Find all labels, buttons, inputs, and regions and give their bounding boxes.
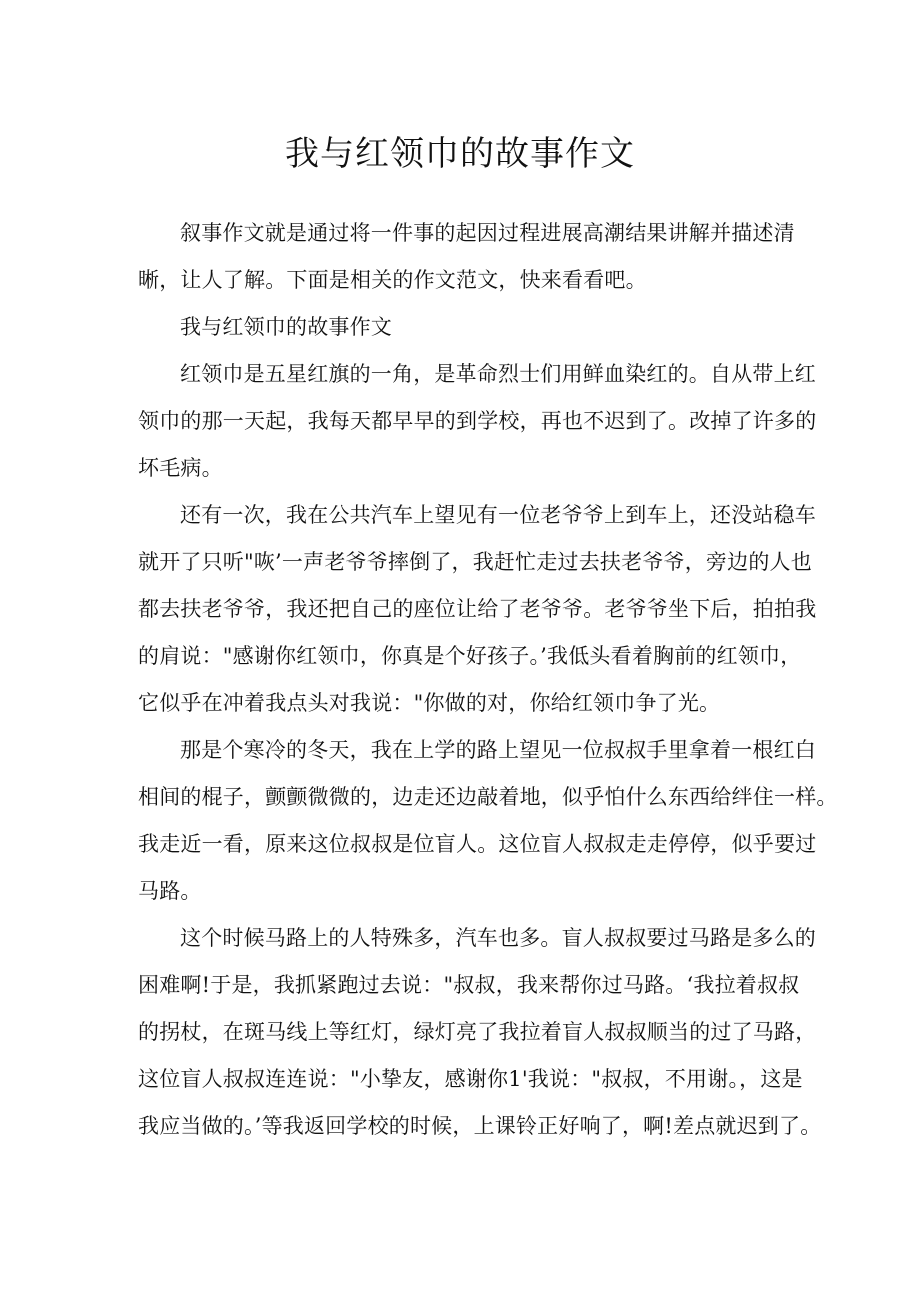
text-line: 晰，让人了解。下面是相关的作文范文，快来看看吧。 (138, 268, 647, 292)
text-line: 我应当做的。’等我返回学校的时候，上课铃正好响了，啊!差点就迟到了。 (138, 1114, 822, 1138)
page-title: 我与红领巾的故事作文 (285, 134, 635, 174)
text-line: 困难啊!于是，我抓紧跑过去说："叔叔，我来帮你过马路。‘我拉着叔叔 (138, 973, 800, 997)
text-line: 的肩说："感谢你红领巾，你真是个好孩子。’我低头看着胸前的红领巾， (138, 644, 802, 668)
section-heading: 我与红领巾的故事作文 (180, 315, 392, 339)
document-body (138, 210, 838, 1150)
text-line: 红领巾是五星红旗的一角，是革命烈士们用鲜血染红的。自从带上红 (180, 362, 816, 386)
text-line: 我走近一看，原来这位叔叔是位盲人。这位盲人叔叔走走停停，似乎要过 (138, 832, 817, 856)
text-line: 叙事作文就是通过将一件事的起因过程进展高潮结果讲解并描述清 (180, 221, 795, 245)
text-line: 的拐杖，在斑马线上等红灯，绿灯亮了我拉着盲人叔叔顺当的过了马路， (138, 1020, 817, 1044)
text-line: 相间的棍子，颤颤微微的，边走还边敲着地，似乎怕什么东西给绊住一样。 (138, 785, 838, 809)
text-line: 领巾的那一天起，我每天都早早的到学校，再也不迟到了。改掉了许多的 (138, 409, 817, 433)
text-line: 坏毛病。 (138, 456, 223, 480)
text-line: 那是个寒冷的冬天，我在上学的路上望见一位叔叔手里拿着一根红白 (180, 738, 816, 762)
text-line: 就开了只听"咴’一声老爷爷摔倒了，我赶忙走过去扶老爷爷，旁边的人也 (138, 550, 812, 574)
text-line: 这位盲人叔叔连连说："小挚友，感谢你1'我说："叔叔，不用谢。，这是 (138, 1067, 803, 1091)
text-line: 它似乎在冲着我点头对我说："你做的对，你给红领巾争了光。 (138, 691, 721, 715)
text-line: 马路。 (138, 879, 202, 903)
text-line: 还有一次，我在公共汽车上望见有一位老爷爷上到车上，还没站稳车 (180, 503, 816, 527)
text-line: 都去扶老爷爷，我还把自己的座位让给了老爷爷。老爷爷坐下后，拍拍我 (138, 597, 817, 621)
text-line: 这个时候马路上的人特殊多，汽车也多。盲人叔叔要过马路是多么的 (180, 926, 816, 950)
